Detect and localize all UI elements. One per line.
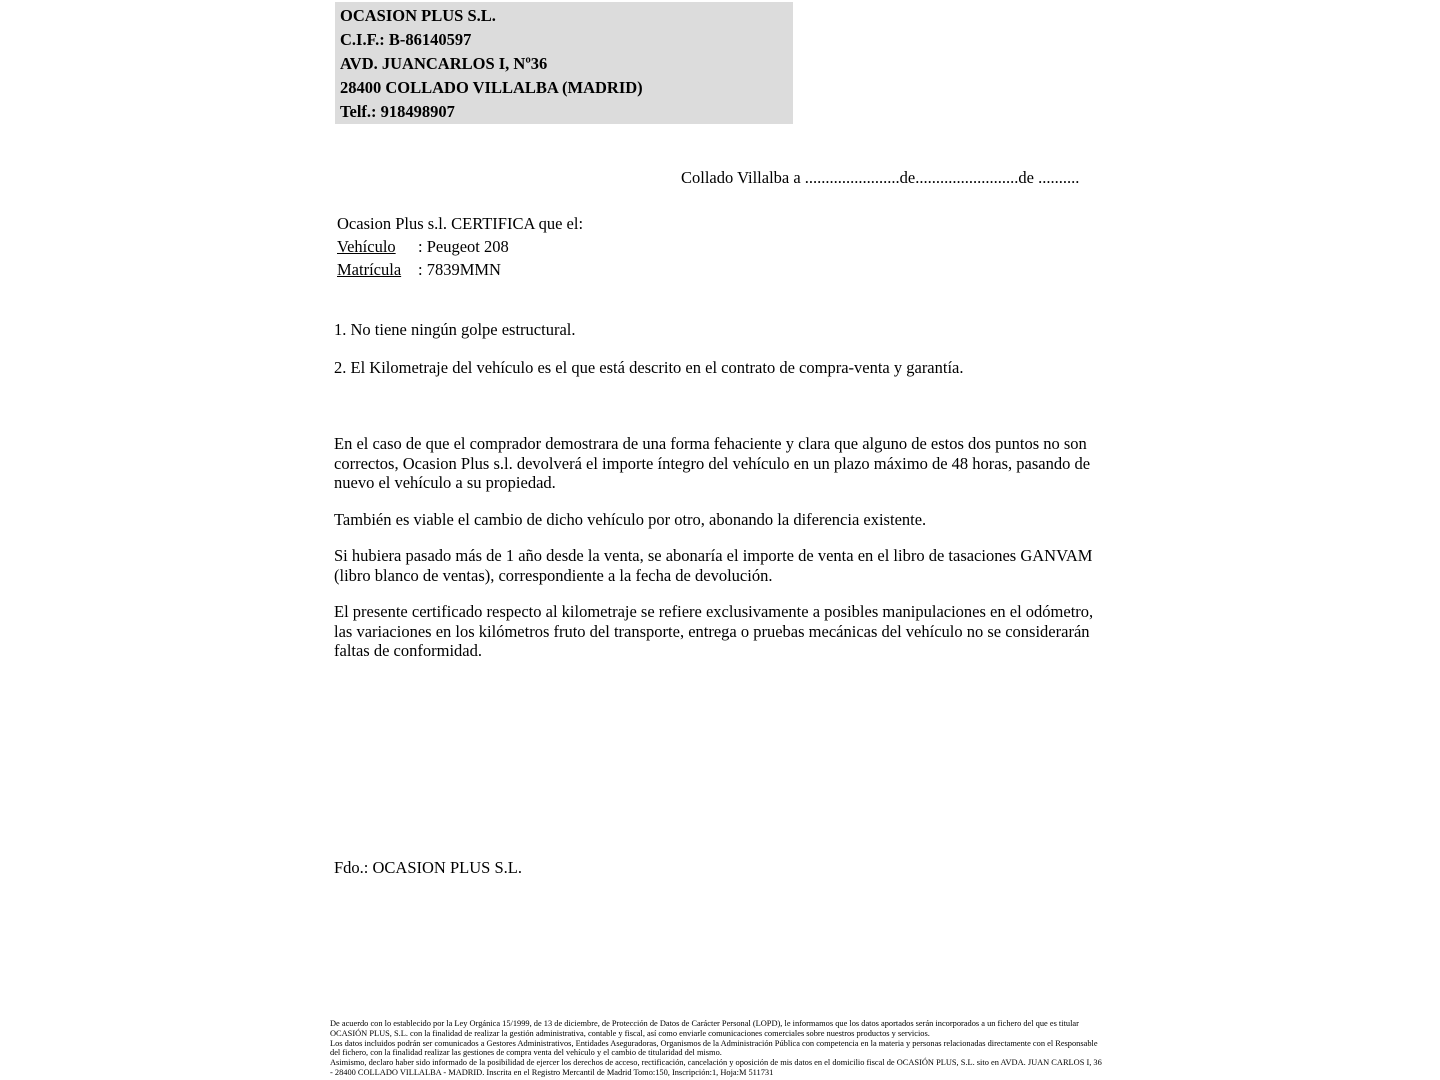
date-line: Collado Villalba a .......................de.........................de ..........	[681, 168, 1080, 187]
legal-paragraph-data-sharing: Los datos incluidos podrán ser comunicados a Gestores Administrativos, Entidades Aseguradoras, Organismos de la Administración Pública con competencia en la materia y personas relacionadas directamente con el Responsable del fichero, con la finalidad realizar las gestiones de compra venta del vehículo y el cambio de titularidad del mismo.	[330, 1038, 1098, 1058]
plate-value: : 7839MMN	[418, 260, 501, 279]
legal-paragraph-lopd: De acuerdo con lo establecido por la Ley Orgánica 15/1999, de 13 de diciembre, de Protección de Datos de Carácter Personal (LOPD), le informamos que los datos aportados serán incorporados a un fichero del que es titular OCASIÓN PLUS, S.L. con la finalidad de realizar la gestión administrativa, contable y fiscal, así como enviarle comunicaciones comerciales sobre nuestros productos y servicios.	[330, 1019, 1079, 1038]
paragraph-odometer: El presente certificado respecto al kilometraje se refiere exclusivamente a posibles manipulaciones en el odómetro, las variaciones en los kilómetros fruto del transporte, entrega o pruebas mecánicas del vehículo no se considerarán faltas de conformidad.	[334, 602, 1094, 660]
vehicle-row	[337, 235, 583, 258]
point-1: 1. No tiene ningún golpe estructural.	[334, 320, 576, 339]
plate-row	[337, 258, 583, 281]
company-name: OCASION PLUS S.L.	[340, 6, 496, 25]
plate-label: Matrícula	[337, 260, 402, 279]
company-city: 28400 COLLADO VILLALBA (MADRID)	[340, 78, 643, 97]
certified-points	[334, 320, 1094, 395]
legal-paragraph-rights: Asimismo, declaro haber sido informado de la posibilidad de ejercer los derechos de acceso, rectificación, cancelación y oposición de mis datos en el domicilio fiscal de OCASIÓN PLUS, S.L. sito en AVDA. JUAN CARLOS I, 36 - 28400 COLLADO VILLALBA - MADRID. Inscrita en el Registro Mercantil de Madrid Tomo:150, Inscripción:1, Hoja:M 511731	[330, 1058, 1102, 1077]
paragraph-refund: En el caso de que el comprador demostrara de una forma fehaciente y clara que alguno de estos dos puntos no son correctos, Ocasion Plus s.l. devolverá el importe íntegro del vehículo en un plazo máximo de 48 horas, pasando de nuevo el vehículo a su propiedad.	[334, 434, 1091, 492]
company-cif: C.I.F.: B-86140597	[340, 30, 472, 49]
vehicle-value: : Peugeot 208	[418, 237, 509, 256]
point-2: 2. El Kilometraje del vehículo es el que está descrito en el contrato de compra-venta y garantía.	[334, 357, 964, 377]
company-phone: Telf.: 918498907	[340, 102, 455, 121]
paragraph-ganvam: Si hubiera pasado más de 1 año desde la venta, se abonaría el importe de venta en el libro de tasaciones GANVAM (libro blanco de ventas), correspondiente a la fecha de devolución.	[334, 546, 1093, 585]
signature-line: Fdo.: OCASION PLUS S.L.	[334, 858, 522, 877]
certificate-block	[337, 212, 583, 281]
vehicle-label: Vehículo	[337, 237, 396, 256]
company-address: AVD. JUANCARLOS I, Nº36	[340, 54, 548, 73]
company-header-box	[335, 2, 793, 124]
legal-footer	[330, 1019, 1102, 1078]
body-paragraphs	[334, 434, 1094, 678]
paragraph-exchange: También es viable el cambio de dicho vehículo por otro, abonando la diferencia existente.	[334, 509, 927, 529]
certify-intro: Ocasion Plus s.l. CERTIFICA que el:	[337, 214, 584, 233]
